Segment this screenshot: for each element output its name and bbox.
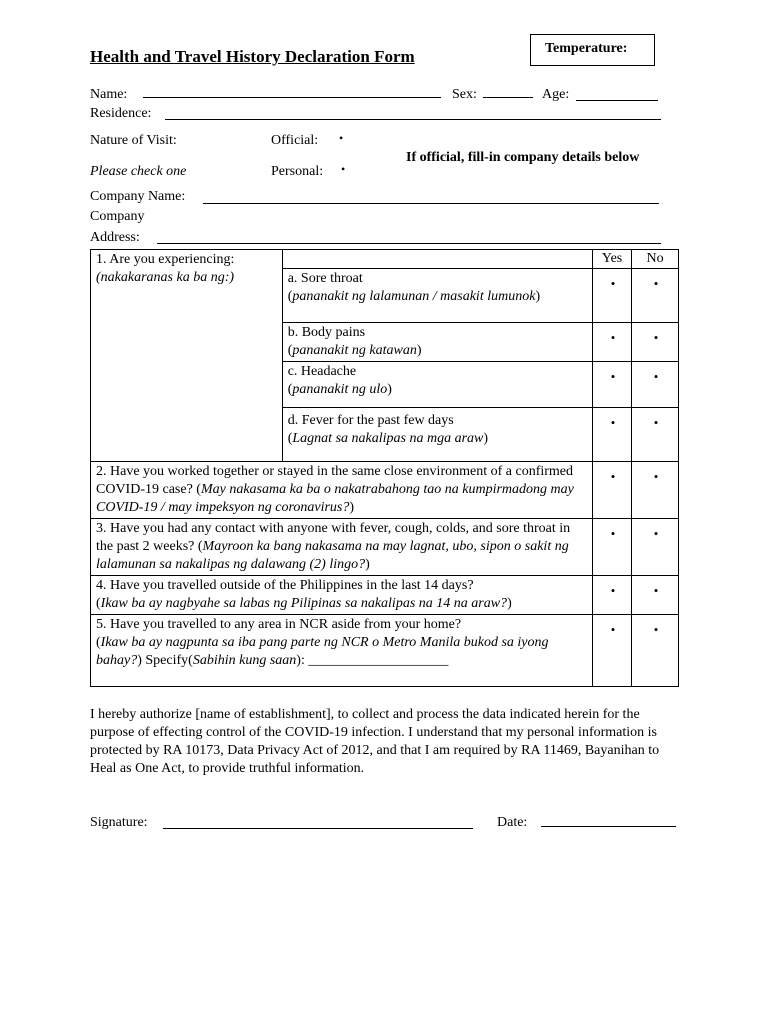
symptom-en: a. Sore throat [287, 271, 363, 286]
yes-header: Yes [593, 250, 632, 269]
no-checkbox[interactable]: • [632, 408, 679, 462]
question-4-text: 4. Have you travelled outside of the Philippines in the last 14 days? [96, 578, 474, 593]
temperature-label: Temperature: [545, 41, 628, 56]
yes-checkbox[interactable]: • [593, 323, 632, 362]
question-2-tagalog: May nakasama ka ba o nakatrabahong tao na kumpirmadong may COVID-19 / may impeksyon ng coronavirus? [96, 482, 574, 515]
yes-checkbox[interactable]: • [593, 362, 632, 408]
symptom-tl: Lagnat sa nakalipas na mga araw [292, 431, 484, 446]
consent-paragraph: I hereby authorize [name of establishment], to collect and process the data indicated herein for the purpose of effecting control of the COVID-19 infection. I understand that my personal information is protected by RA 10173, Data Privacy Act of 2012, and that I am required by RA 11469, Bayanihan to Heal as One Act, to provide truthful information. [90, 707, 660, 776]
question-5-text: 5. Have you travelled to any area in NCR aside from your home? [96, 617, 462, 632]
official-label: Official: [271, 133, 319, 148]
age-label: Age: [542, 87, 570, 102]
no-checkbox[interactable]: • [632, 615, 679, 687]
question-1-tagalog: (nakakaranas ka ba ng:) [96, 270, 235, 285]
temperature-box[interactable] [530, 34, 655, 66]
sex-label: Sex: [452, 87, 477, 102]
specify-tagalog: Sabihin kung saan [192, 653, 297, 668]
question-3-text: 3. Have you had any contact with anyone with fever, cough, colds, and sore throat in the past 2 weeks? [96, 521, 571, 554]
residence-field[interactable] [165, 119, 661, 120]
residence-label: Residence: [90, 106, 152, 121]
symptom-fever: d. Fever for the past few days (Lagnat sa nakalipas na mga araw) [282, 408, 592, 462]
yes-checkbox[interactable]: • [593, 615, 632, 687]
form-title: Health and Travel History Declaration Form [90, 47, 415, 66]
yes-checkbox[interactable]: • [593, 408, 632, 462]
no-checkbox[interactable]: • [632, 269, 679, 323]
company-address-label-1: Company [90, 209, 145, 224]
question-2-cell: 2. Have you worked together or stayed in the same close environment of a confirmed COVID-19 case? (May nakasama ka ba o nakatrabahong tao na kumpirmadong may COVID-19 / may impeksyon ng coronavirus?) [91, 462, 593, 519]
symptom-en: d. Fever for the past few days [287, 413, 454, 428]
official-note-prefix: If official [406, 150, 461, 165]
date-field[interactable] [541, 826, 676, 827]
question-4-cell: 4. Have you travelled outside of the Philippines in the last 14 days? (Ikaw ba ay nagbyahe sa labas ng Pilipinas sa nakalipas na 14 na araw?) [91, 576, 593, 615]
official-checkbox[interactable]: • [339, 131, 344, 145]
please-check-one-label: Please check one [90, 164, 187, 179]
name-field[interactable] [143, 97, 441, 98]
official-note-suffix: , fill-in company details below [460, 150, 640, 165]
yes-checkbox[interactable]: • [593, 269, 632, 323]
company-address-label-2: Address: [90, 230, 140, 245]
question-5-tagalog: Ikaw ba ay nagpunta sa iba pang parte ng NCR o Metro Manila bukod sa iyong bahay? [96, 635, 549, 668]
no-checkbox[interactable]: • [632, 519, 679, 576]
signature-field[interactable] [163, 828, 473, 829]
question-1-text: 1. Are you experiencing: [96, 252, 235, 267]
sex-field[interactable] [483, 97, 533, 98]
yes-checkbox[interactable]: • [593, 576, 632, 615]
yes-checkbox[interactable]: • [593, 462, 632, 519]
symptom-sore-throat: a. Sore throat (pananakit ng lalamunan / masakit lumunok) [282, 269, 592, 323]
question-2-text: 2. Have you worked together or stayed in the same close environment of a confirmed COVID-19 case? [96, 464, 574, 497]
question-1-cell [91, 250, 283, 462]
personal-checkbox[interactable]: • [341, 162, 346, 176]
symptom-tl: pananakit ng lalamunan / masakit lumunok [292, 289, 536, 304]
symptom-en: b. Body pains [287, 325, 366, 340]
symptom-questionnaire-table [90, 249, 679, 687]
symptom-tl: pananakit ng katawan [292, 343, 417, 358]
question-5-cell: 5. Have you travelled to any area in NCR aside from your home? (Ikaw ba ay nagpunta sa iba pang parte ng NCR o Metro Manila bukod sa iyong bahay?) Specify(Sabihin kung saan): ____________________ [91, 615, 593, 687]
question-3-cell: 3. Have you had any contact with anyone with fever, cough, colds, and sore throat in the past 2 weeks? (Mayroon ka bang nakasama na may lagnat, ubo, sipon o sakit ng lalamunan sa nakalipas ng dalawang (2) lingo?) [91, 519, 593, 576]
header-blank [282, 250, 592, 269]
symptom-en: c. Headache [287, 364, 357, 379]
signature-label: Signature: [90, 815, 148, 830]
no-checkbox[interactable]: • [632, 362, 679, 408]
specify-field[interactable]: ____________________ [308, 653, 449, 668]
specify-label: Specify [145, 653, 189, 668]
question-3-tagalog: Mayroon ka bang nakasama na may lagnat, ubo, sipon o sakit ng lalamunan sa nakalipas ng dalawang (2) lingo? [96, 539, 569, 572]
no-checkbox[interactable]: • [632, 576, 679, 615]
yes-checkbox[interactable]: • [593, 519, 632, 576]
nature-of-visit-label: Nature of Visit: [90, 133, 177, 148]
symptom-body-pains: b. Body pains (pananakit ng katawan) [282, 323, 592, 362]
company-address-field[interactable] [157, 243, 661, 244]
no-checkbox[interactable]: • [632, 323, 679, 362]
date-label: Date: [497, 815, 528, 830]
personal-label: Personal: [271, 164, 324, 179]
no-header: No [632, 250, 679, 269]
company-name-label: Company Name: [90, 189, 186, 204]
symptom-headache: c. Headache (pananakit ng ulo) [282, 362, 592, 408]
question-4-tagalog: Ikaw ba ay nagbyahe sa labas ng Pilipinas sa nakalipas na 14 na araw? [100, 596, 508, 611]
no-checkbox[interactable]: • [632, 462, 679, 519]
official-note [406, 150, 639, 166]
age-field[interactable] [576, 100, 658, 101]
name-label: Name: [90, 87, 128, 102]
symptom-tl: pananakit ng ulo [292, 382, 388, 397]
company-name-field[interactable] [203, 203, 659, 204]
